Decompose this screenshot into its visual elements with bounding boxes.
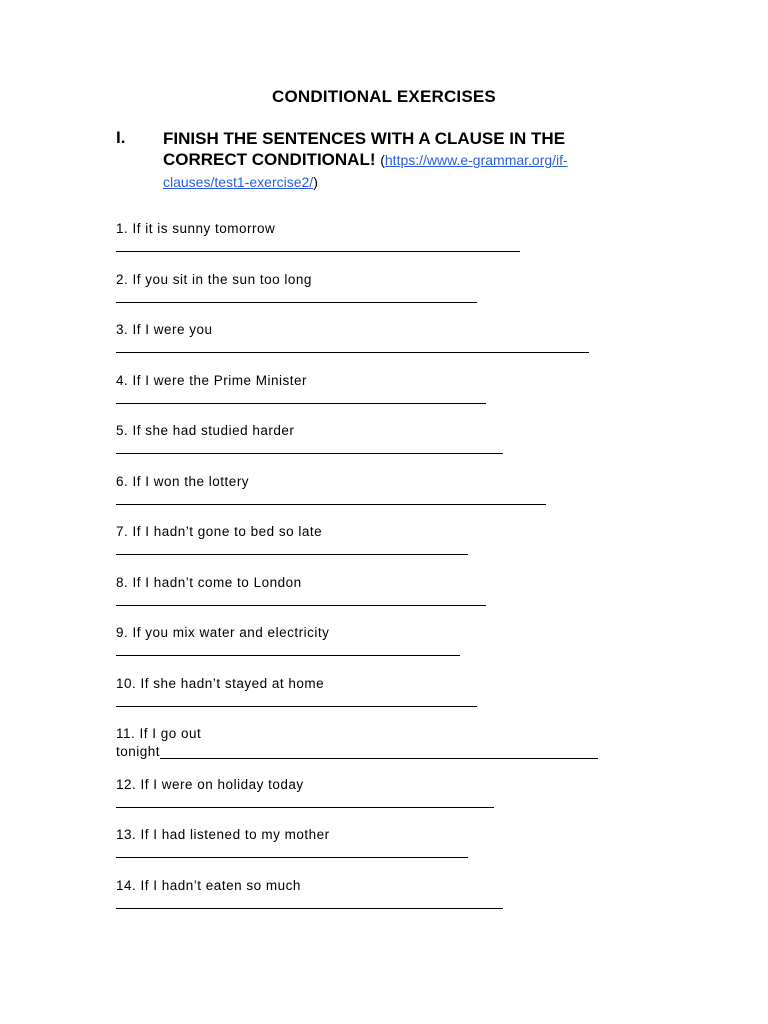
exercise-prompt: 8. If I hadn’t come to London (116, 574, 302, 590)
answer-line[interactable] (116, 389, 486, 404)
answer-line[interactable] (116, 540, 468, 555)
answer-line[interactable] (116, 288, 477, 303)
exercise-item-9 (116, 624, 636, 675)
answer-line[interactable] (160, 744, 598, 759)
exercise-list (116, 220, 636, 927)
exercise-item-11 (116, 725, 636, 776)
answer-line[interactable] (116, 692, 477, 707)
section-number: I. (116, 128, 126, 147)
answer-line[interactable] (116, 793, 494, 808)
exercise-item-5 (116, 422, 636, 473)
exercise-item-6 (116, 473, 636, 524)
section-heading (163, 128, 623, 193)
answer-line[interactable] (116, 338, 589, 353)
exercise-item-13 (116, 826, 636, 877)
page-title: CONDITIONAL EXERCISES (272, 87, 496, 106)
answer-line[interactable] (116, 894, 503, 909)
exercise-prompt: 3. If I were you (116, 322, 213, 337)
exercise-item-14 (116, 877, 636, 928)
exercise-item-4 (116, 372, 636, 423)
answer-line[interactable] (116, 641, 460, 656)
exercise-item-1 (116, 220, 636, 271)
exercise-item-3 (116, 321, 636, 372)
exercise-prompt-continued (116, 743, 636, 761)
answer-line[interactable] (116, 591, 486, 606)
paren-close: ) (313, 174, 318, 190)
exercise-prompt: 6. If I won the lottery (116, 473, 250, 489)
exercise-prompt: 7. If I hadn’t gone to bed so late (116, 524, 323, 539)
exercise-prompt-tail: tonight (116, 744, 161, 759)
exercise-prompt: 10. If she hadn’t stayed at home (116, 675, 325, 691)
exercise-prompt: 5. If she had studied harder (116, 423, 295, 438)
exercise-prompt: 9. If you mix water and electricity (116, 625, 330, 640)
source-link[interactable]: https://www.e-grammar.org/if-clauses/test1-exercise2/ (163, 152, 568, 190)
exercise-item-7 (116, 523, 636, 574)
paren-open: ( (380, 152, 385, 168)
exercise-prompt: 2. If you sit in the sun too long (116, 271, 312, 287)
exercise-prompt: 4. If I were the Prime Minister (116, 372, 308, 388)
exercise-item-2 (116, 271, 636, 322)
exercise-prompt: 14. If I hadn’t eaten so much (116, 877, 301, 893)
section-instruction: FINISH THE SENTENCES WITH A CLAUSE IN THE CORRECT CONDITIONAL! (163, 129, 566, 169)
answer-line[interactable] (116, 439, 503, 454)
exercise-prompt: 12. If I were on holiday today (116, 776, 304, 792)
answer-line[interactable] (116, 843, 468, 858)
exercise-item-10 (116, 675, 636, 726)
exercise-prompt: 13. If I had listened to my mother (116, 827, 330, 842)
answer-line[interactable] (116, 490, 546, 505)
exercise-prompt: 1. If it is sunny tomorrow (116, 221, 276, 236)
exercise-prompt: 11. If I go out (116, 726, 202, 741)
exercise-item-8 (116, 574, 636, 625)
answer-line[interactable] (116, 237, 520, 252)
exercise-item-12 (116, 776, 636, 827)
